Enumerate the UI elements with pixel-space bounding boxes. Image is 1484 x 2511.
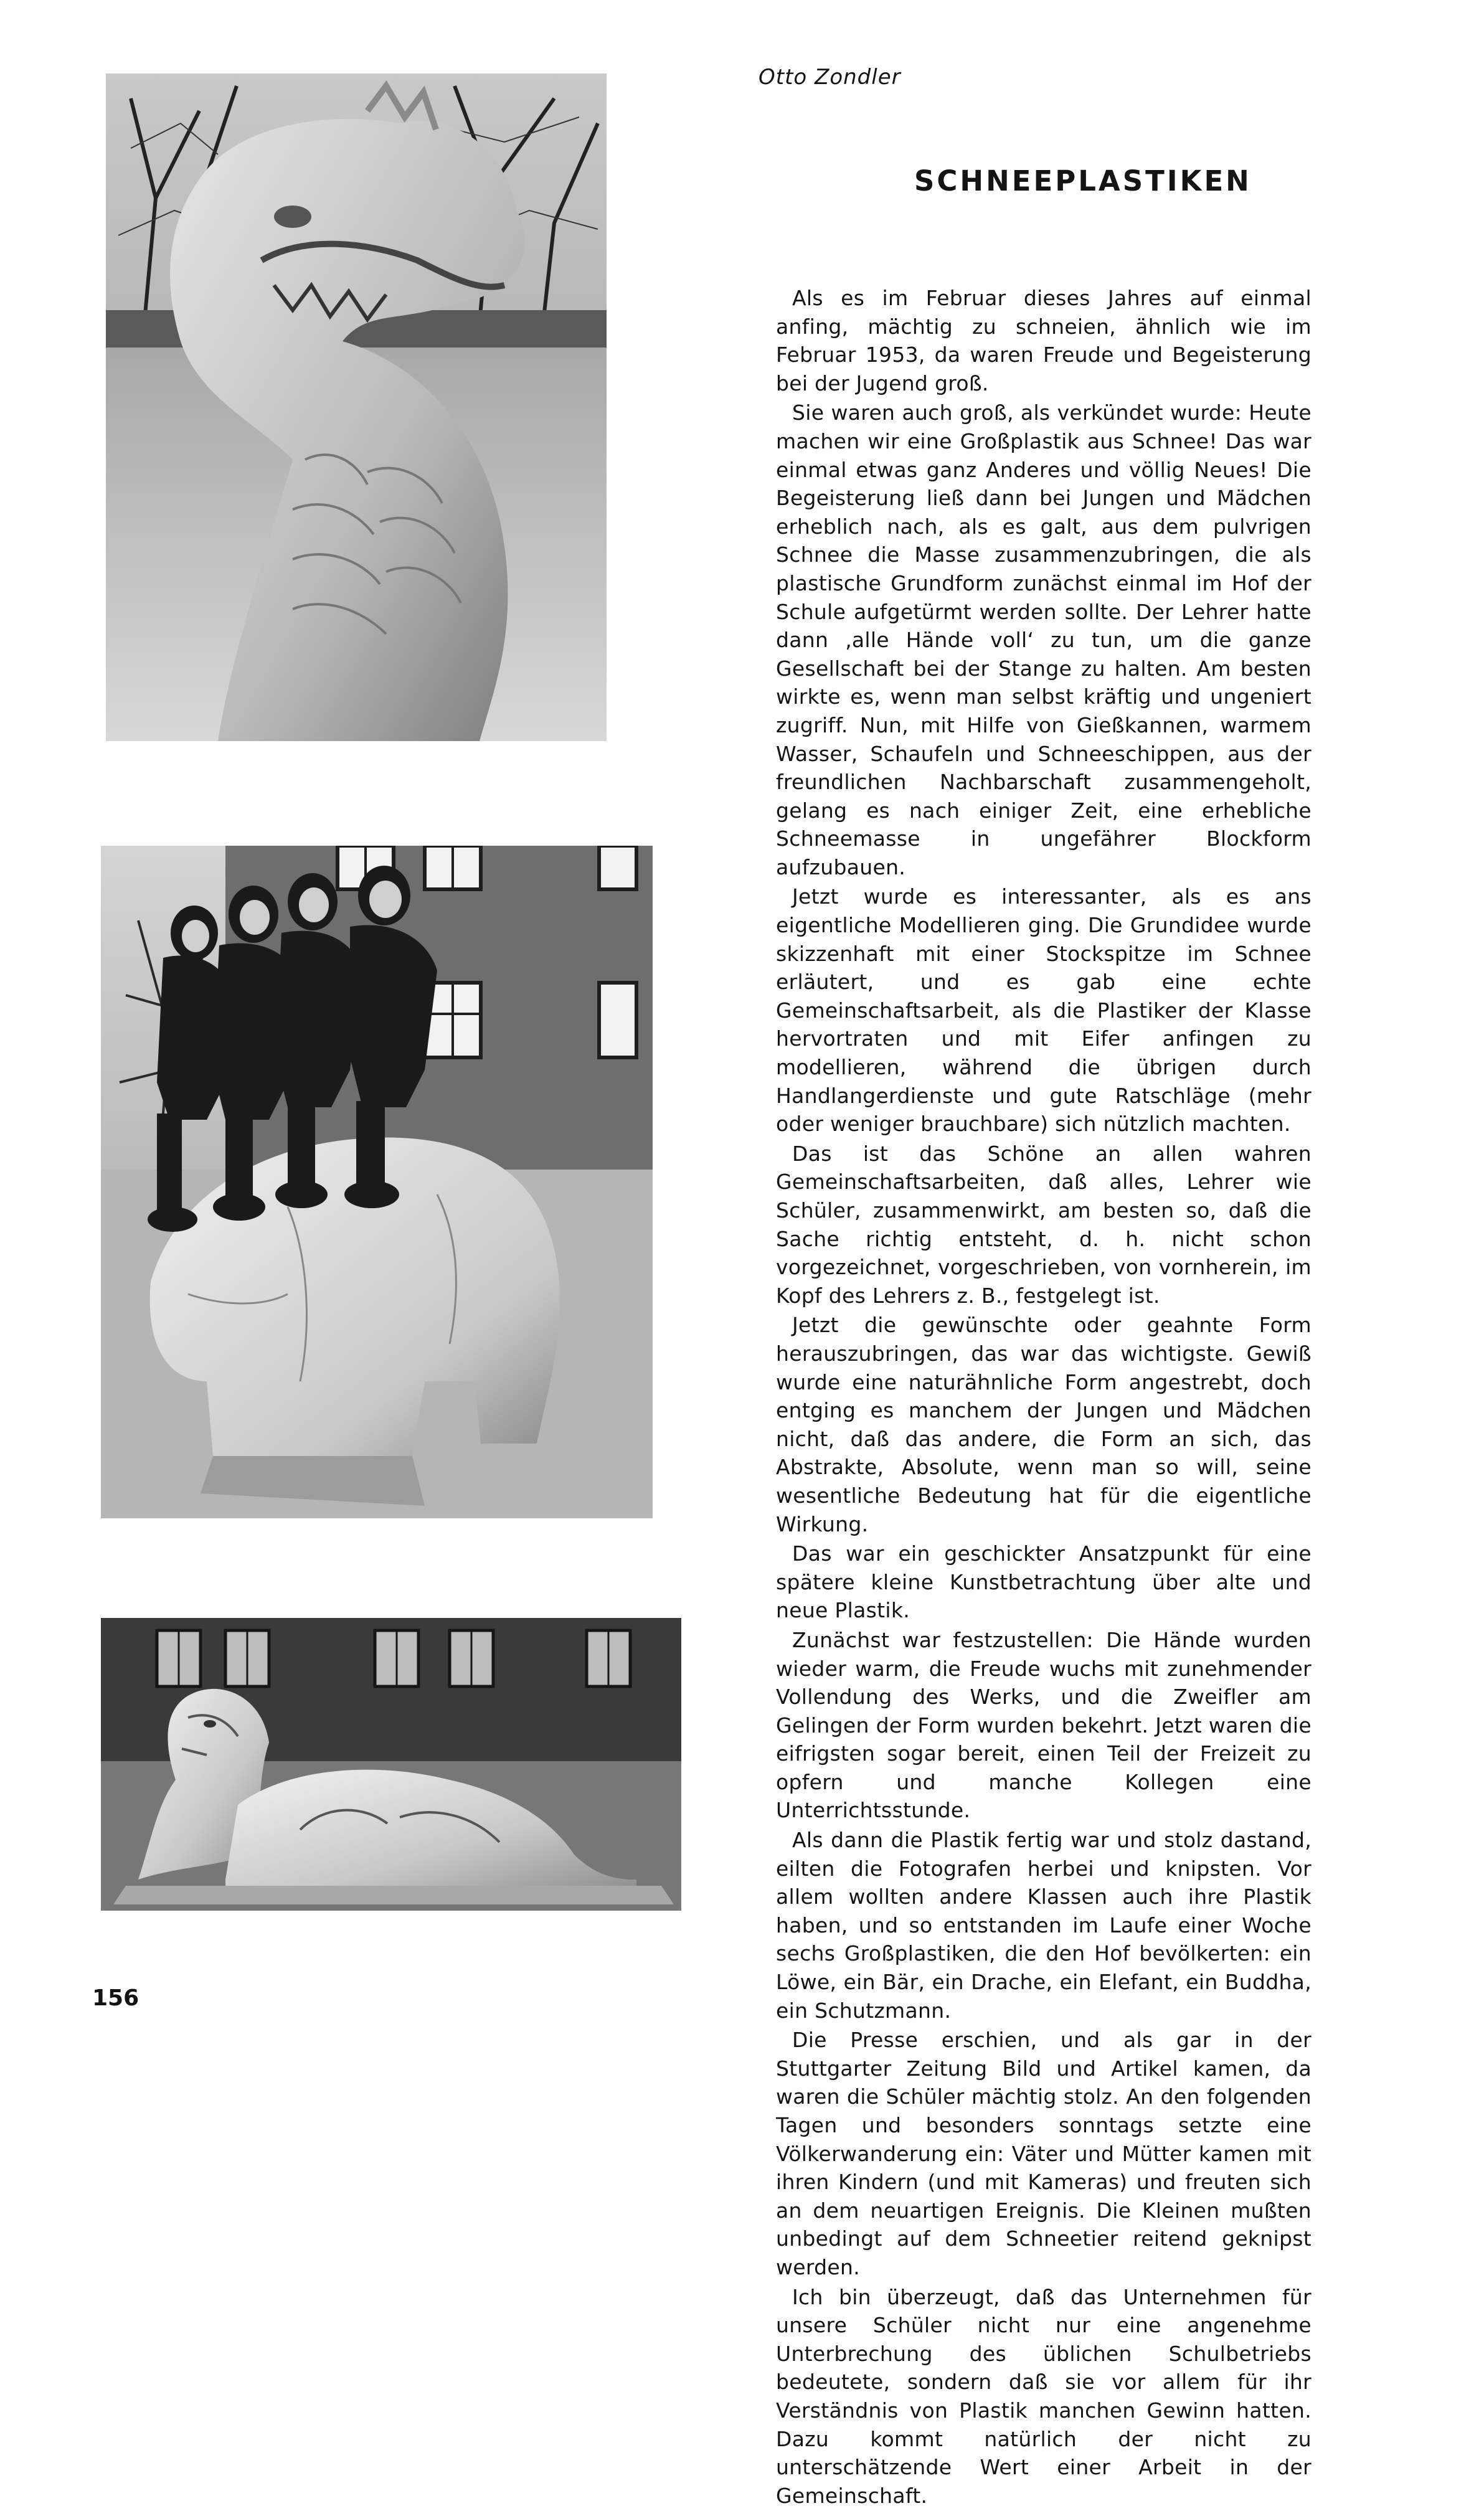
paragraph: Das war ein geschickter Ansatzpunkt für eine spätere kleine Kunstbetrachtung über alte und neue Plastik. — [776, 1541, 1311, 1623]
paragraph: Ich bin überzeugt, daß das Unternehmen für unsere Schüler nicht nur eine angenehme Unterbrechung des üblichen Schulbetriebs bedeutete, sondern daß sie vor allem für ihr Verständnis von Plastik manchen Gewinn hatten. Dazu kommt natürlich der nicht zu unterschätzende Wert einer Arbeit in der Gemeinschaft. — [776, 2284, 1311, 2508]
article-body — [776, 284, 1311, 2511]
photo-snow-dragon — [106, 73, 607, 741]
paragraph: Als es im Februar dieses Jahres auf einmal anfing, mächtig zu schneien, ähnlich wie im Februar 1953, da waren Freude und Begeisterung bei der Jugend groß. — [776, 286, 1311, 395]
paragraph: Als dann die Plastik fertig war und stolz dastand, eilten die Fotografen herbei und knipsten. Vor allem wollten andere Klassen auch ihre Plastik haben, und so entstanden im Laufe einer Woche sechs Großplastiken, die den Hof bevölkerten: ein Löwe, ein Bär, ein Drache, ein Elefant, ein Buddha, ein Schutzmann. — [776, 1828, 1311, 2023]
paragraph: Zunächst war festzustellen: Die Hände wurden wieder warm, die Freude wuchs mit zunehmender Vollendung des Werks, und die Zweifler am Gelingen der Form wurden bekehrt. Jetzt waren die eifrigsten sogar bereit, einen Teil der Freizeit zu opfern und manche Kollegen eine Unterrichtsstunde. — [776, 1627, 1311, 1823]
paragraph: Jetzt wurde es interessanter, als es ans eigentliche Modellieren ging. Die Grundidee wurde skizzenhaft mit einer Stockspitze im Schnee erläutert, und es gab eine echte Gemeinschaftsarbeit, als die Plastiker der Klasse hervortraten und mit Eifer anfingen zu modellieren, während die übrigen durch Handlangerdienste und gute Ratschläge (mehr oder weniger brauchbare) sich nützlich machten. — [776, 884, 1311, 1137]
author-name: Otto Zondler — [759, 65, 901, 90]
paragraph: Das ist das Schöne an allen wahren Gemeinschaftsarbeiten, daß alles, Lehrer wie Schüler, zusammenwirkt, am besten so, daß die Sache richtig entsteht, d. h. nicht schon vorgezeichnet, vorgeschrieben, von vornherein, im Kopf des Lehrers z. B., festgelegt ist. — [776, 1141, 1311, 1308]
paragraph: Die Presse erschien, und als gar in der Stuttgarter Zeitung Bild und Artikel kamen, da waren die Schüler mächtig stolz. An den folgenden Tagen und besonders sonntags setzte eine Völkerwanderung ein: Väter und Mütter kamen mit ihren Kindern (und mit Kameras) und freuten sich an dem neuartigen Ereignis. Die Kleinen mußten unbedingt auf dem Schneetier reitend geknipst werden. — [776, 2028, 1311, 2279]
photo-snow-elephant — [101, 846, 653, 1518]
photo-snow-lion — [101, 1618, 681, 1911]
paragraph: Jetzt die gewünschte oder geahnte Form herauszubringen, das war das wichtigste. Gewiß wurde eine naturähnliche Form angestrebt, doch entging es manchem der Jungen und Mädchen nicht, daß das andere, die Form an sich, das Abstrakte, Absolute, wenn man so will, seine wesentliche Bedeutung hat für die eigentliche Wirkung. — [776, 1313, 1311, 1536]
paragraph: Sie waren auch groß, als verkündet wurde: Heute machen wir eine Großplastik aus Schnee! Das war einmal etwas ganz Anderes und völlig Neues! Die Begeisterung ließ dann bei Jungen und Mädchen erheblich nach, als es galt, aus dem pulvrigen Schnee die Masse zusammenzubringen, die als plastische Grundform zunächst einmal im Hof der Schule aufgetürmt werden sollte. Der Lehrer hatte dann ‚alle Hände voll‘ zu tun, um die ganze Gesellschaft bei der Stange zu halten. Am besten wirkte es, wenn man selbst kräftig und ungeniert zugriff. Nun, mit Hilfe von Gießkannen, warmem Wasser, Schaufeln und Schneeschippen, aus der freundlichen Nachbarschaft zusammengeholt, gelang es nach einiger Zeit, eine erhebliche Schneemasse in ungefährer Blockform aufzubauen. — [776, 400, 1311, 879]
page-number: 156 — [92, 1985, 139, 2011]
article-title: SCHNEEPLASTIKEN — [914, 164, 1252, 197]
